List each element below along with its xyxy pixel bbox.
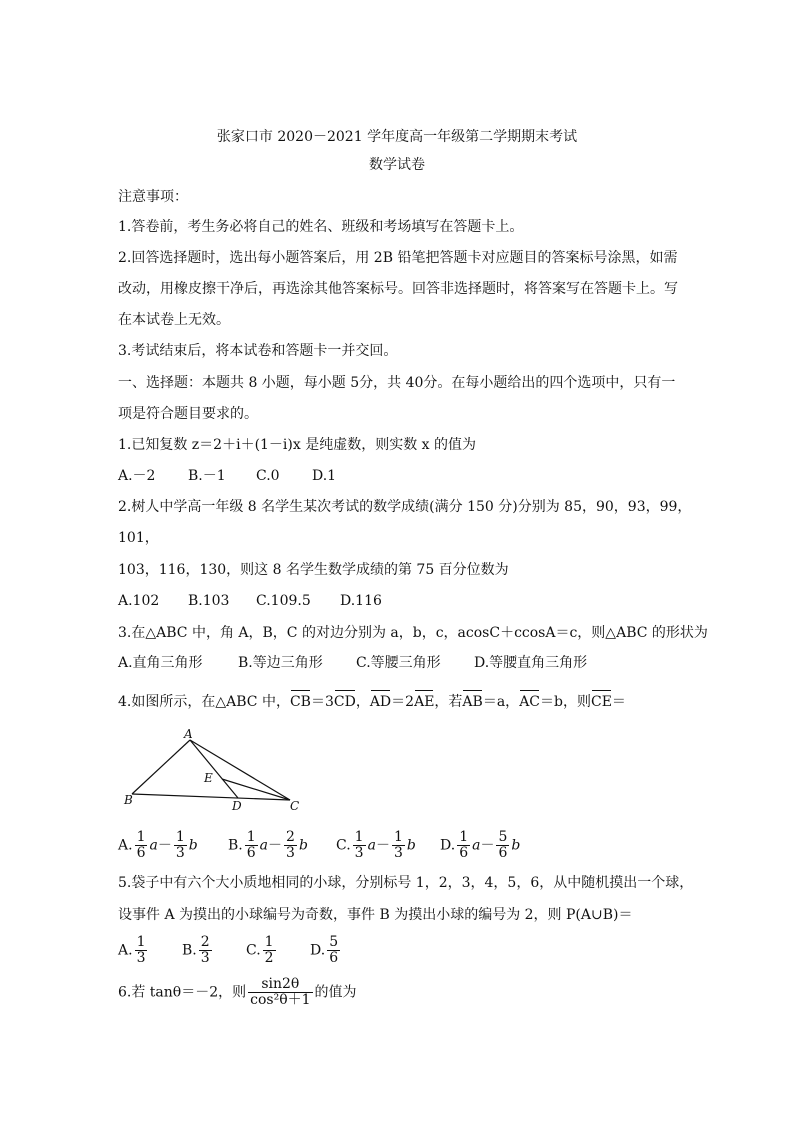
q6-pre: 6.若 tanθ＝－2，则	[118, 984, 247, 1001]
q3-option-b: B.等边三角形	[238, 655, 323, 671]
q2-option-d: D.116	[340, 593, 382, 609]
q5-option-a	[118, 935, 149, 966]
vector-ce: CE	[590, 694, 612, 710]
fraction: $\frac{1}{6}$	[136, 829, 146, 861]
q2-stem-line-2: 101，	[118, 530, 159, 546]
q2-option-c: C.109.5	[256, 593, 311, 609]
vector-ac: AC	[519, 694, 541, 710]
fraction: $\frac{2}{3}$	[200, 934, 210, 966]
fraction: $\frac{1}{3}$	[136, 934, 146, 966]
segment-ad	[190, 740, 238, 798]
exam-subtitle: 数学试卷	[369, 157, 425, 173]
fraction: $\frac{1}{3}$	[175, 829, 185, 861]
fraction: $\frac{1}{3}$	[354, 829, 364, 861]
edge-ac	[190, 740, 290, 800]
q4-sep1: ，	[355, 694, 370, 710]
q6-fraction: $\frac{\sin 2\theta}{\text{cos²θ＋1}}$	[250, 976, 311, 1008]
option-label: B.	[182, 942, 197, 959]
q4-eqa: ＝a，	[482, 694, 520, 710]
edge-bc	[132, 794, 290, 800]
q4-eq1: ＝3	[310, 694, 334, 710]
vector-cd: CD	[333, 694, 356, 710]
note-2-line-3: 在本试卷上无效。	[118, 312, 230, 328]
q4-stem-pre: 4.如图所示，在△ABC 中，	[118, 694, 290, 710]
vector-ad: AD	[369, 694, 392, 710]
q1-option-a: A.－2	[118, 468, 156, 484]
label-a: A	[184, 728, 193, 741]
q3-option-d: D.等腰直角三角形	[474, 655, 588, 671]
q5-option-d	[310, 935, 342, 966]
edge-ab	[132, 740, 190, 794]
q4-option-a: A. $\frac{1}{6}$ a－ $\frac{1}{3}$ b	[118, 829, 198, 861]
label-e: E	[204, 771, 213, 785]
section-1-intro-line-2: 项是符合题目要求的。	[118, 406, 258, 422]
exam-title: 张家口市 2020－2021 学年度高一年级第二学期期末考试	[216, 129, 578, 145]
vector-ae: AE	[414, 694, 435, 710]
q1-option-d: D.1	[312, 468, 337, 484]
note-3: 3.考试结束后，将本试卷和答题卡一并交回。	[118, 343, 398, 359]
fraction: $\frac{2}{3}$	[286, 829, 295, 861]
fraction: $\frac{1}{2}$	[264, 934, 274, 966]
q5-stem-line-1: 5.袋子中有六个大小质地相同的小球，分别标号 1，2，3，4，5，6，从中随机摸出一个球，	[118, 875, 694, 891]
option-label: D.	[310, 942, 326, 959]
q4-option-b: B. $\frac{1}{6}$ a－ $\frac{2}{3}$ b	[228, 829, 308, 861]
fraction: $\frac{1}{6}$	[246, 829, 256, 861]
q5-option-b	[182, 935, 214, 966]
q4-option-d: D. $\frac{1}{6}$ a－ $\frac{5}{6}$ b	[440, 829, 521, 861]
q3-option-a: A.直角三角形	[118, 655, 203, 671]
option-label: C.	[336, 837, 351, 854]
section-1-intro-line-1: 一、选择题：本题共 8 小题，每小题 5分，共 40分。在每小题给出的四个选项中，只有一	[118, 375, 676, 391]
q4-sep2: ，若	[434, 694, 463, 710]
note-1: 1.答卷前，考生务必将自己的姓名、班级和考场填写在答题卡上。	[118, 219, 524, 235]
note-2-line-1: 2.回答选择题时，选出每小题答案后，用 2B 铅笔把答题卡对应题目的答案标号涂黑，如需	[118, 250, 678, 266]
q1-stem: 1.已知复数 z＝2＋i＋(1－i)x 是纯虚数，则实数 x 的值为	[118, 437, 477, 453]
option-label: A.	[118, 837, 133, 854]
q2-option-b: B.103	[188, 593, 230, 609]
q2-stem-line-1: 2.树人中学高一年级 8 名学生某次考试的数学成绩(满分 150 分)分别为 85，90，93，99，	[118, 499, 692, 515]
label-c: C	[290, 799, 300, 812]
q5-stem-line-2: 设事件 A 为摸出的小球编号为奇数，事件 B 为摸出小球的编号为 2，则 P(A∪B)＝	[118, 907, 633, 923]
fraction: $\frac{5}{6}$	[498, 829, 508, 861]
q4-eq2: ＝2	[391, 694, 415, 710]
q2-option-a: A.102	[118, 593, 160, 609]
q6-stem	[118, 977, 357, 1008]
notes-heading: 注意事项：	[118, 189, 188, 205]
fraction: $\frac{1}{3}$	[393, 829, 403, 861]
segment-ce	[222, 779, 290, 800]
q4-stem	[118, 693, 626, 711]
q4-option-c: C. $\frac{1}{3}$ a－ $\frac{1}{3}$ b	[336, 829, 416, 861]
q4-eq3: ＝	[611, 694, 626, 710]
option-label: D.	[440, 837, 456, 854]
label-b: B	[124, 793, 133, 807]
triangle-figure	[118, 728, 318, 812]
vector-ab: AB	[462, 694, 483, 710]
vector-cb: CB	[289, 694, 311, 710]
option-label: A.	[118, 942, 133, 959]
q6-post: 的值为	[314, 984, 357, 1001]
q3-stem: 3.在△ABC 中，角 A，B，C 的对边分别为 a，b，c，acosC＋ccosA＝c，则△ABC 的形状为	[118, 625, 708, 641]
q4-eqb: ＝b，则	[540, 694, 591, 710]
q1-option-b: B.－1	[188, 468, 226, 484]
note-2-line-2: 改动，用橡皮擦干净后，再选涂其他答案标号。回答非选择题时，将答案写在答题卡上。写	[118, 281, 678, 297]
label-d: D	[232, 799, 242, 812]
fraction: $\frac{1}{6}$	[459, 829, 469, 861]
option-label: C.	[246, 942, 261, 959]
option-label: B.	[228, 837, 243, 854]
q3-option-c: C.等腰三角形	[356, 655, 441, 671]
q1-option-c: C.0	[256, 468, 280, 484]
fraction: $\frac{5}{6}$	[329, 934, 339, 966]
q2-stem-line-3: 103，116，130，则这 8 名学生数学成绩的第 75 百分位数为	[118, 562, 509, 578]
q5-option-c	[246, 935, 278, 966]
